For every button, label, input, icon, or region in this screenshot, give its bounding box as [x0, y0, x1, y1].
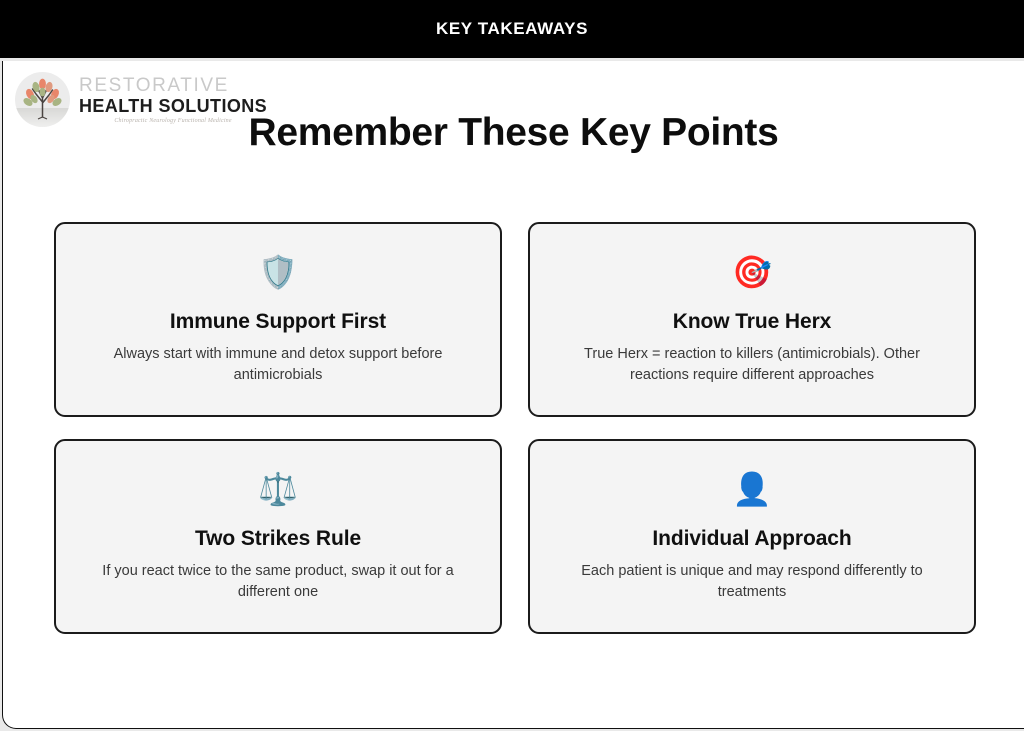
target-dart-icon: 🎯 — [732, 253, 772, 291]
logo-line-restorative: RESTORATIVE — [79, 74, 229, 96]
top-banner — [0, 0, 1024, 58]
card-title: Know True Herx — [672, 310, 832, 333]
card-description: If you react twice to the same product, swap it out for a different one — [102, 563, 454, 601]
balance-scale-icon: ⚖️ — [258, 470, 298, 508]
card-description: Each patient is unique and may respond differently to treatments — [581, 563, 923, 601]
card-title: Immune Support First — [169, 310, 387, 333]
slide-body — [2, 61, 1024, 729]
takeaway-card-know-true-herx — [528, 222, 976, 417]
takeaway-card-two-strikes-rule — [54, 439, 502, 634]
card-description: True Herx = reaction to killers (antimicrobials). Other reactions require different approaches — [584, 346, 920, 384]
card-description: Always start with immune and detox support before antimicrobials — [113, 346, 443, 384]
takeaway-card-grid — [54, 222, 976, 634]
card-title: Individual Approach — [652, 527, 852, 550]
page-title: Remember These Key Points — [248, 111, 779, 154]
banner-title: KEY TAKEAWAYS — [435, 19, 589, 38]
logo-line-health-solutions: HEALTH SOLUTIONS — [79, 95, 268, 116]
person-bust-icon: 👤 — [732, 470, 772, 508]
logo-tagline: Chiropractic Neurology Functional Medicine — [114, 117, 232, 124]
takeaway-card-individual-approach — [528, 439, 976, 634]
shield-icon: 🛡️ — [258, 253, 298, 291]
card-title: Two Strikes Rule — [194, 527, 362, 550]
takeaway-card-immune-support-first — [54, 222, 502, 417]
